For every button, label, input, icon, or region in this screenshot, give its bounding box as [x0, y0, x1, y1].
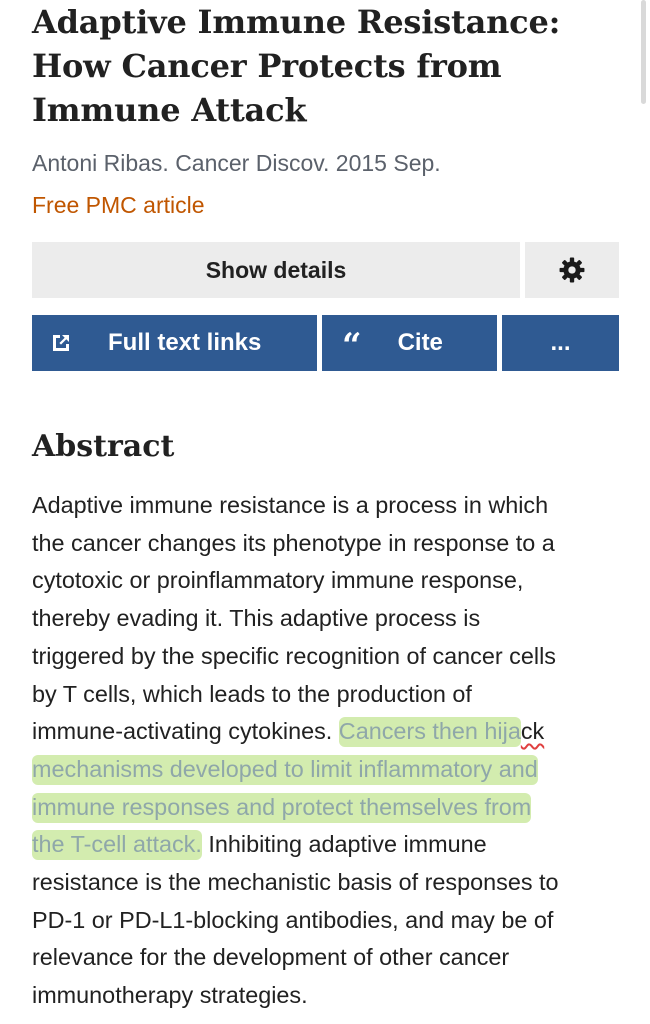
highlighted-text-segment: Cancers then hija	[338, 718, 521, 745]
full-text-links-label: Full text links	[108, 329, 262, 356]
abstract-line: relevance for the development of other cancer	[32, 944, 510, 971]
abstract-line	[32, 789, 622, 827]
more-actions-button[interactable]: ...	[502, 315, 619, 371]
article-citation[interactable]: Antoni Ribas. Cancer Discov. 2015 Sep.	[32, 150, 441, 176]
abstract-line	[32, 826, 622, 864]
quote-icon: “	[342, 326, 362, 366]
abstract-line: Adaptive immune resistance is a process in which	[32, 492, 549, 518]
highlighted-text: mechanisms developed to limit inflammatory and	[32, 755, 538, 785]
abstract-line: triggered by the specific recognition of cancer cells	[32, 642, 556, 669]
settings-button[interactable]	[525, 242, 619, 298]
abstract-line	[32, 751, 622, 789]
external-link-icon	[50, 332, 72, 354]
abstract-text-segment: Inhibiting adaptive immune	[201, 831, 487, 858]
cite-label: Cite	[397, 329, 443, 356]
highlighted-text: immune responses and protect themselves from	[32, 793, 531, 823]
abstract-text	[32, 487, 622, 1015]
gear-icon	[559, 257, 585, 283]
action-buttons-row	[32, 315, 619, 371]
full-text-links-button[interactable]	[32, 315, 317, 371]
abstract-line: thereby evading it. This adaptive process is	[32, 605, 481, 632]
article-page	[32, 0, 619, 1015]
highlighted-text	[339, 717, 521, 747]
details-row	[32, 242, 619, 298]
abstract-line: by T cells, which leads to the production of	[32, 680, 472, 707]
show-details-button[interactable]: Show details	[32, 242, 520, 298]
highlighted-text: the T-cell attack.	[32, 830, 202, 860]
abstract-heading: Abstract	[32, 429, 175, 464]
article-title: Adaptive Immune Resistance: How Cancer Protects from Immune Attack	[32, 3, 561, 129]
abstract-line: PD-1 or PD-L1-blocking antibodies, and may be of	[32, 906, 554, 933]
abstract-line: the cancer changes its phenotype in response to a	[32, 529, 555, 556]
abstract-line: resistance is the mechanistic basis of responses to	[32, 869, 559, 896]
free-pmc-article-link[interactable]: Free PMC article	[32, 192, 205, 218]
abstract-text-segment: immune-activating cytokines.	[32, 718, 339, 745]
abstract-line	[32, 713, 622, 751]
abstract-text-segment: ck	[520, 718, 545, 745]
cite-button[interactable]	[322, 315, 497, 371]
scrollbar-thumb[interactable]	[641, 0, 646, 104]
abstract-line: cytotoxic or proinflammatory immune response,	[32, 567, 524, 594]
abstract-line: immunotherapy strategies.	[32, 982, 308, 1009]
